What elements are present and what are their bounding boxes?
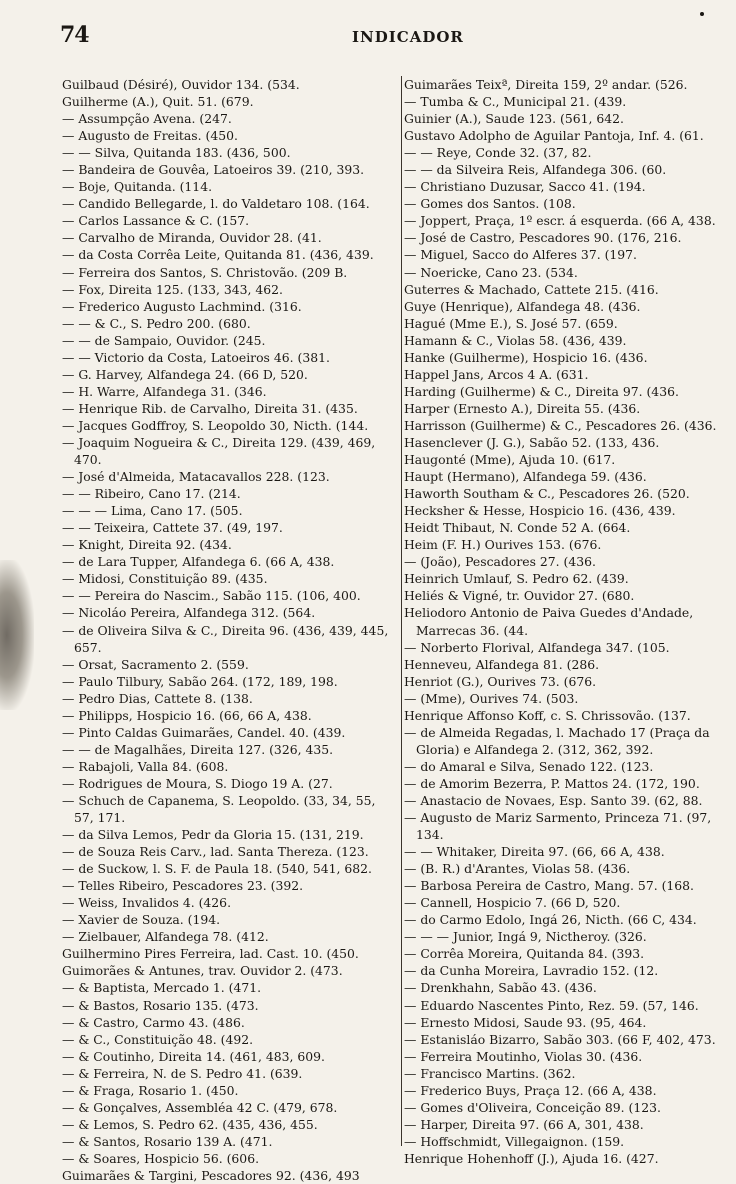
directory-entry: — Joppert, Praça, 1º escr. á esquerda. (66 A, 438. xyxy=(404,213,716,229)
directory-entry: — Telles Ribeiro, Pescadores 23. (392. xyxy=(62,878,304,894)
directory-entry: — de Almeida Regadas, l. Machado 17 (Praça da Gloria) e Alfandega 2. (312, 362, 392. xyxy=(404,724,710,757)
directory-entry: — Candido Bellegarde, l. do Valdetaro 108. (164. xyxy=(62,196,370,212)
page-number: 74 xyxy=(60,22,89,48)
directory-entry: — — Teixeira, Cattete 37. (49, 197. xyxy=(62,520,283,536)
directory-entry: — (João), Pescadores 27. (436. xyxy=(404,554,596,570)
directory-entry: — Francisco Martins. (362. xyxy=(404,1065,576,1081)
page-header xyxy=(0,22,736,62)
directory-entry: — Drenkhahn, Sabão 43. (436. xyxy=(404,980,597,996)
directory-entry: — Rabajoli, Valla 84. (608. xyxy=(62,758,229,774)
directory-entry: — — Ribeiro, Cano 17. (214. xyxy=(62,486,241,502)
directory-entry: — Henrique Rib. de Carvalho, Direita 31. (435. xyxy=(62,400,358,416)
directory-entry: Guimarães Teixª, Direita 159, 2º andar. (526. xyxy=(404,77,688,92)
directory-entry: — — de Sampaio, Ouvidor. (245. xyxy=(62,332,266,348)
directory-entry: Haugonté (Mme), Ajuda 10. (617. xyxy=(404,452,616,468)
directory-entry: — Joaquim Nogueira & C., Direita 129. (439, 469, 470. xyxy=(62,434,376,468)
directory-entry: — Ferreira dos Santos, S. Christovão. (209 B. xyxy=(62,264,348,280)
directory-entry: — Carlos Lassance & C. (157. xyxy=(62,213,250,229)
directory-entry: Guye (Henrique), Alfandega 48. (436. xyxy=(404,298,641,314)
directory-entry: Guilhermino Pires Ferreira, lad. Cast. 10. (450. xyxy=(62,946,359,962)
directory-entry: — Ferreira Moutinho, Violas 30. (436. xyxy=(404,1048,643,1064)
directory-entry: — & Gonçalves, Assembléa 42 C. (479, 678. xyxy=(62,1099,338,1115)
directory-entry: — — Pereira do Nascim., Sabão 115. (106, 400. xyxy=(62,588,361,604)
directory-entry: — Assumpção Avena. (247. xyxy=(62,111,232,127)
directory-entry: Heim (F. H.) Ourives 153. (676. xyxy=(404,537,602,553)
directory-entry: — Philipps, Hospicio 16. (66, 66 A, 438. xyxy=(62,707,312,723)
directory-entry: — Jacques Godffroy, S. Leopoldo 30, Nicth. (144. xyxy=(62,417,369,433)
directory-entry: — Midosi, Constituição 89. (435. xyxy=(62,571,268,587)
directory-entry: Happel Jans, Arcos 4 A. (631. xyxy=(404,366,589,382)
directory-entry: — Frederico Augusto Lachmind. (316. xyxy=(62,298,302,314)
directory-entry: — da Silva Lemos, Pedr da Gloria 15. (131, 219. xyxy=(62,827,364,843)
directory-entry: Hecksher & Hesse, Hospicio 16. (436, 439. xyxy=(404,503,676,519)
directory-entry: — Miguel, Sacco do Alferes 37. (197. xyxy=(404,247,637,263)
directory-entry: — & Lemos, S. Pedro 62. (435, 436, 455. xyxy=(62,1116,318,1132)
directory-entry: — & Fraga, Rosario 1. (450. xyxy=(62,1082,239,1098)
directory-entry: — Knight, Direita 92. (434. xyxy=(62,537,232,553)
directory-entry: — Tumba & C., Municipal 21. (439. xyxy=(404,94,627,110)
directory-entry: — — de Magalhães, Direita 127. (326, 435. xyxy=(62,741,334,757)
directory-entry: — Augusto de Freitas. (450. xyxy=(62,128,238,144)
directory-entry: — Fox, Direita 125. (133, 343, 462. xyxy=(62,281,283,297)
directory-entry: — do Amaral e Silva, Senado 122. (123. xyxy=(404,758,654,774)
directory-entry: — Barbosa Pereira de Castro, Mang. 57. (168. xyxy=(404,878,694,894)
directory-entry: Hamann & C., Violas 58. (436, 439. xyxy=(404,332,627,348)
column-divider xyxy=(401,76,402,1146)
left-column xyxy=(62,76,398,1184)
directory-entry: — — & C., S. Pedro 200. (680. xyxy=(62,315,251,331)
directory-entry: — de Suckow, l. S. F. de Paula 18. (540, 541, 682. xyxy=(62,861,372,877)
directory-entry: Guilherme (A.), Quit. 51. (679. xyxy=(62,94,254,110)
page-stain xyxy=(0,560,34,710)
directory-entry: — & Ferreira, N. de S. Pedro 41. (639. xyxy=(62,1065,303,1081)
directory-entry: — Noericke, Cano 23. (534. xyxy=(404,264,578,280)
directory-entry: — da Costa Corrêa Leite, Quitanda 81. (436, 439. xyxy=(62,247,374,263)
directory-entry: — Corrêa Moreira, Quitanda 84. (393. xyxy=(404,946,645,962)
directory-entry: — de Oliveira Silva & C., Direita 96. (436, 439, 445, 657. xyxy=(62,622,389,655)
directory-entry: — José d'Almeida, Matacavallos 228. (123. xyxy=(62,469,330,485)
directory-entry: Harrisson (Guilherme) & C., Pescadores 26. (436. xyxy=(404,417,717,433)
directory-entry: — — Silva, Quitanda 183. (436, 500. xyxy=(62,145,291,161)
print-speck xyxy=(700,12,704,16)
directory-entry: Henriot (G.), Ourives 73. (676. xyxy=(404,673,597,689)
directory-entry: Heinrich Umlauf, S. Pedro 62. (439. xyxy=(404,571,629,587)
directory-entry: — G. Harvey, Alfandega 24. (66 D, 520. xyxy=(62,366,308,382)
directory-entry: — Orsat, Sacramento 2. (559. xyxy=(62,656,249,672)
directory-entry: Harper (Ernesto A.), Direita 55. (436. xyxy=(404,400,641,416)
directory-entry: — Zielbauer, Alfandega 78. (412. xyxy=(62,929,269,945)
directory-entry: — & Santos, Rosario 139 A. (471. xyxy=(62,1133,273,1149)
directory-entry: — José de Castro, Pescadores 90. (176, 216. xyxy=(404,230,682,246)
directory-entry: — Estanisláo Bizarro, Sabão 303. (66 F, 402, 473. xyxy=(404,1031,716,1047)
directory-entry: — Weiss, Invalidos 4. (426. xyxy=(62,895,232,911)
directory-entry: Gustavo Adolpho de Aguilar Pantoja, Inf. 4. (61. xyxy=(404,128,704,144)
directory-entry: — Bandeira de Gouvêa, Latoeiros 39. (210, 393. xyxy=(62,162,365,178)
directory-entry: — Pedro Dias, Cattete 8. (138. xyxy=(62,690,253,706)
directory-entry: — de Amorim Bezerra, P. Mattos 24. (172, 190. xyxy=(404,775,700,791)
directory-entry: — Paulo Tilbury, Sabão 264. (172, 189, 198. xyxy=(62,673,338,689)
directory-entry: — — da Silveira Reis, Alfandega 306. (60. xyxy=(404,162,667,178)
directory-entry: Guinier (A.), Saude 123. (561, 642. xyxy=(404,111,624,127)
directory-entry: Guterres & Machado, Cattete 215. (416. xyxy=(404,281,659,297)
directory-entry: Heliés & Vigné, tr. Ouvidor 27. (680. xyxy=(404,588,635,604)
directory-entry: — Schuch de Capanema, S. Leopoldo. (33, 34, 55, 57, 171. xyxy=(62,792,376,826)
directory-entry: — (Mme), Ourives 74. (503. xyxy=(404,690,579,706)
running-title: INDICADOR xyxy=(352,28,464,46)
directory-entry: — & Bastos, Rosario 135. (473. xyxy=(62,997,259,1013)
directory-entry: Guilbaud (Désiré), Ouvidor 134. (534. xyxy=(62,77,300,92)
directory-entry: — Eduardo Nascentes Pinto, Rez. 59. (57, 146. xyxy=(404,997,699,1013)
directory-entry: — & Castro, Carmo 43. (486. xyxy=(62,1014,245,1030)
directory-entry: — Carvalho de Miranda, Ouvidor 28. (41. xyxy=(62,230,322,246)
directory-entry: — Frederico Buys, Praça 12. (66 A, 438. xyxy=(404,1082,657,1098)
directory-entry: — Hoffschmidt, Villegaignon. (159. xyxy=(404,1133,625,1149)
right-column xyxy=(404,76,732,1167)
directory-entry: — Gomes dos Santos. (108. xyxy=(404,196,576,212)
directory-entry: — — Victorio da Costa, Latoeiros 46. (381. xyxy=(62,349,330,365)
directory-entry: — Christiano Duzusar, Sacco 41. (194. xyxy=(404,179,646,195)
directory-entry: — Boje, Quitanda. (114. xyxy=(62,179,213,195)
directory-entry: Heliodoro Antonio de Paiva Guedes d'Andade, Marrecas 36. (44. xyxy=(404,605,694,638)
directory-entry: — de Souza Reis Carv., lad. Santa Thereza. (123. xyxy=(62,844,369,860)
directory-entry: — Gomes d'Oliveira, Conceição 89. (123. xyxy=(404,1099,661,1115)
directory-entry: Haupt (Hermano), Alfandega 59. (436. xyxy=(404,469,647,485)
directory-entry: — — Reye, Conde 32. (37, 82. xyxy=(404,145,592,161)
directory-entry: — — Whitaker, Direita 97. (66, 66 A, 438. xyxy=(404,844,665,860)
directory-entry: — H. Warre, Alfandega 31. (346. xyxy=(62,383,267,399)
directory-entry: — Anastacio de Novaes, Esp. Santo 39. (62, 88. xyxy=(404,792,703,808)
directory-entry: — Cannell, Hospicio 7. (66 D, 520. xyxy=(404,895,621,911)
directory-entry: — de Lara Tupper, Alfandega 6. (66 A, 438. xyxy=(62,554,335,570)
directory-entry: Heidt Thibaut, N. Conde 52 A. (664. xyxy=(404,520,631,536)
directory-entry: Henneveu, Alfandega 81. (286. xyxy=(404,656,600,672)
directory-entry: — Nicoláo Pereira, Alfandega 312. (564. xyxy=(62,605,316,621)
directory-entry: — Pinto Caldas Guimarães, Candel. 40. (439. xyxy=(62,724,346,740)
directory-entry: Henrique Affonso Koff, c. S. Chrissovão. (137. xyxy=(404,707,691,723)
directory-entry: — Norberto Florival, Alfandega 347. (105. xyxy=(404,639,670,655)
directory-entry: Hagué (Mme E.), S. José 57. (659. xyxy=(404,315,618,331)
directory-entry: — Ernesto Midosi, Saude 93. (95, 464. xyxy=(404,1014,647,1030)
directory-entry: — — — Junior, Ingá 9, Nictheroy. (326. xyxy=(404,929,647,945)
directory-entry: Guimorães & Antunes, trav. Ouvidor 2. (473. xyxy=(62,963,343,979)
directory-entry: — da Cunha Moreira, Lavradio 152. (12. xyxy=(404,963,659,979)
directory-entry: — & Soares, Hospicio 56. (606. xyxy=(62,1150,260,1166)
directory-entry: — Rodrigues de Moura, S. Diogo 19 A. (27. xyxy=(62,775,333,791)
directory-entry: — (B. R.) d'Arantes, Violas 58. (436. xyxy=(404,861,631,877)
directory-entry: — & Coutinho, Direita 14. (461, 483, 609. xyxy=(62,1048,325,1064)
directory-entry: — Harper, Direita 97. (66 A, 301, 438. xyxy=(404,1116,644,1132)
directory-entry: — Augusto de Mariz Sarmento, Princeza 71. (97, 134. xyxy=(404,810,712,843)
directory-entry: — do Carmo Edolo, Ingá 26, Nicth. (66 C, 434. xyxy=(404,912,697,928)
directory-entry: Harding (Guilherme) & C., Direita 97. (436. xyxy=(404,383,679,399)
directory-entry: Henrique Hohenhoff (J.), Ajuda 16. (427. xyxy=(404,1150,659,1166)
directory-entry: — Xavier de Souza. (194. xyxy=(62,912,221,928)
directory-entry: Guimarães & Targini, Pescadores 92. (436, 493 xyxy=(62,1168,360,1183)
directory-entry: — — — Lima, Cano 17. (505. xyxy=(62,503,243,519)
directory-entry: — & C., Constituição 48. (492. xyxy=(62,1031,254,1047)
directory-entry: — & Baptista, Mercado 1. (471. xyxy=(62,980,262,996)
directory-entry: Hanke (Guilherme), Hospicio 16. (436. xyxy=(404,349,648,365)
directory-entry: Hasenclever (J. G.), Sabão 52. (133, 436. xyxy=(404,434,660,450)
directory-entry: Haworth Southam & C., Pescadores 26. (520. xyxy=(404,486,690,502)
